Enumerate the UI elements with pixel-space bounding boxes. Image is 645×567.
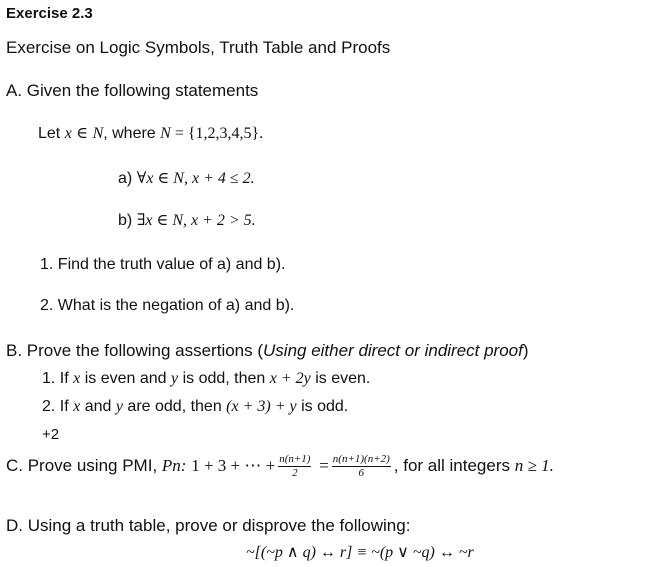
extra-note: +2 [42, 426, 60, 443]
a2-x: x [73, 398, 81, 415]
let-in: ∈ [76, 125, 89, 142]
statement-b-label: b) [118, 212, 133, 229]
a1-end: is even. [315, 370, 371, 387]
section-b-italic: Using either direct or indirect proof [263, 341, 523, 360]
statement-b-math: ∃x ∈ N, x + 2 > 5. [136, 212, 256, 229]
a1-expr: x + 2y [269, 370, 311, 387]
a2-expr: (x + 3) + y [226, 398, 297, 415]
section-c-line [6, 452, 554, 480]
section-a-heading: A. Given the following statements [6, 81, 259, 100]
assertion-2 [42, 397, 348, 417]
section-b-prefix: B. Prove the following assertions ( [6, 341, 264, 360]
a1-mid: is even and [84, 370, 167, 387]
equals-sign: = [319, 456, 329, 475]
a1-x: x [73, 370, 81, 387]
let-statement [38, 124, 263, 144]
statement-a [118, 169, 255, 189]
let-set-def: = {1,2,3,4,5}. [170, 125, 264, 142]
let-where: , where [103, 125, 156, 142]
section-b-heading [6, 341, 529, 361]
fraction-1-denominator: 2 [292, 467, 298, 480]
statement-b [118, 211, 256, 231]
fraction-2 [332, 453, 391, 480]
pn-label: Pn: [161, 456, 187, 475]
let-set-name: N [160, 125, 171, 142]
pmi-condition: n ≥ 1. [514, 456, 554, 475]
let-var: x [64, 125, 72, 142]
section-c-suffix: , for all integers [393, 456, 511, 475]
assertion-1 [42, 369, 370, 389]
section-d-heading: D. Using a truth table, prove or disprove the following: [6, 516, 411, 535]
question-1: 1. Find the truth value of a) and b). [40, 256, 286, 273]
logic-formula: ~[(~p ∧ q) ↔ r] ≡ ~(p ∨ ~q) ↔ ~r [246, 544, 474, 561]
exercise-subtitle: Exercise on Logic Symbols, Truth Table and Proofs [6, 38, 391, 57]
exercise-title: Exercise 2.3 [6, 5, 93, 22]
fraction-1-numerator: n(n+1) [279, 453, 311, 466]
question-2: 2. What is the negation of a) and b). [40, 297, 295, 314]
a2-mid2: are odd, then [127, 398, 222, 415]
fraction-2-denominator: 6 [358, 467, 365, 480]
a2-mid: and [84, 398, 112, 415]
let-prefix: Let [38, 125, 61, 142]
a1-y: y [171, 370, 179, 387]
a1-n: 1. If [42, 370, 69, 387]
a2-n: 2. If [42, 398, 69, 415]
let-set: N [92, 125, 104, 142]
section-c-prefix: C. Prove using PMI, [6, 456, 158, 475]
statement-a-math: ∀x ∈ N, x + 4 ≤ 2. [136, 170, 255, 187]
statement-a-label: a) [118, 170, 133, 187]
fraction-2-numerator: n(n+1)(n+2) [332, 453, 390, 466]
a1-mid2: is odd, then [182, 370, 266, 387]
a2-end: is odd. [301, 398, 349, 415]
section-b-suffix: ) [522, 341, 529, 360]
a2-y: y [115, 398, 123, 415]
pmi-sum: 1 + 3 + ⋯ + [191, 456, 276, 475]
fraction-1 [278, 453, 311, 480]
